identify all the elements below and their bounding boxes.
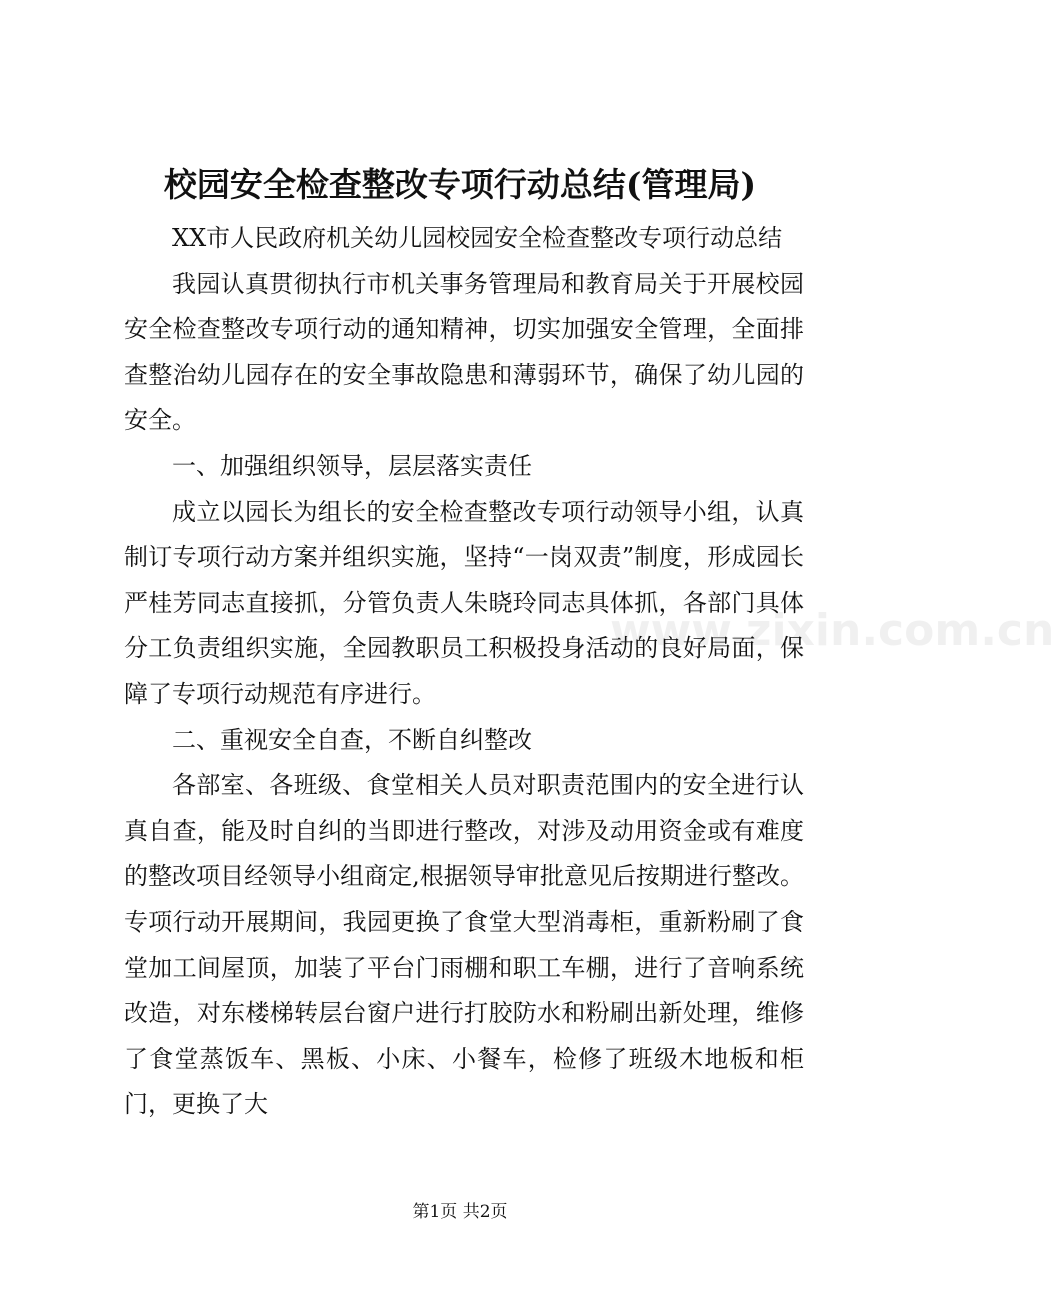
section-heading-2: 二、重视安全自查，不断自纠整改 (172, 725, 532, 754)
subtitle-paragraph: XX市人民政府机关幼儿园校园安全检查整改专项行动总结 (172, 224, 783, 252)
section-paragraph-1: 成立以园长为组长的安全检查整改专项行动领导小组，认真制订专项行动方案并组织实施，坚持“一岗双责”制度，形成园长严桂芳同志直接抓，分管负责人朱晓玲同志具体抓，各部门具体分工负责组织实施，全园教职员工积极投身活动的良好局面，保障了专项行动规范有序进行。 (124, 497, 804, 708)
intro-paragraph: 我园认真贯彻执行市机关事务管理局和教育局关于开展校园安全检查整改专项行动的通知精神，切实加强安全管理，全面排查整治幼儿园存在的安全事故隐患和薄弱环节，确保了幼儿园的安全。 (124, 269, 804, 435)
section-heading-1: 一、加强组织领导，层层落实责任 (172, 451, 532, 480)
document-title: 校园安全检查整改专项行动总结(管理局) (163, 165, 757, 204)
page-footer: 第1页 共2页 (412, 1202, 508, 1222)
document-body (124, 216, 804, 1128)
watermark: www.zixin.com.cn (610, 605, 1054, 656)
section-paragraph-2: 各部室、各班级、食堂相关人员对职责范围内的安全进行认真自查，能及时自纠的当即进行整改，对涉及动用资金或有难度的整改项目经领导小组商定,根据领导审批意见后按期进行整改。专项行动开展期间，我园更换了食堂大型消毒柜，重新粉刷了食堂加工间屋顶，加装了平台门雨棚和职工车棚，进行了音响系统改造，对东楼梯转层台窗户进行打胶防水和粉刷出新处理，维修了食堂蒸饭车、黑板、小床、小餐车，检修了班级木地板和柜门，更换了大 (124, 771, 804, 1119)
